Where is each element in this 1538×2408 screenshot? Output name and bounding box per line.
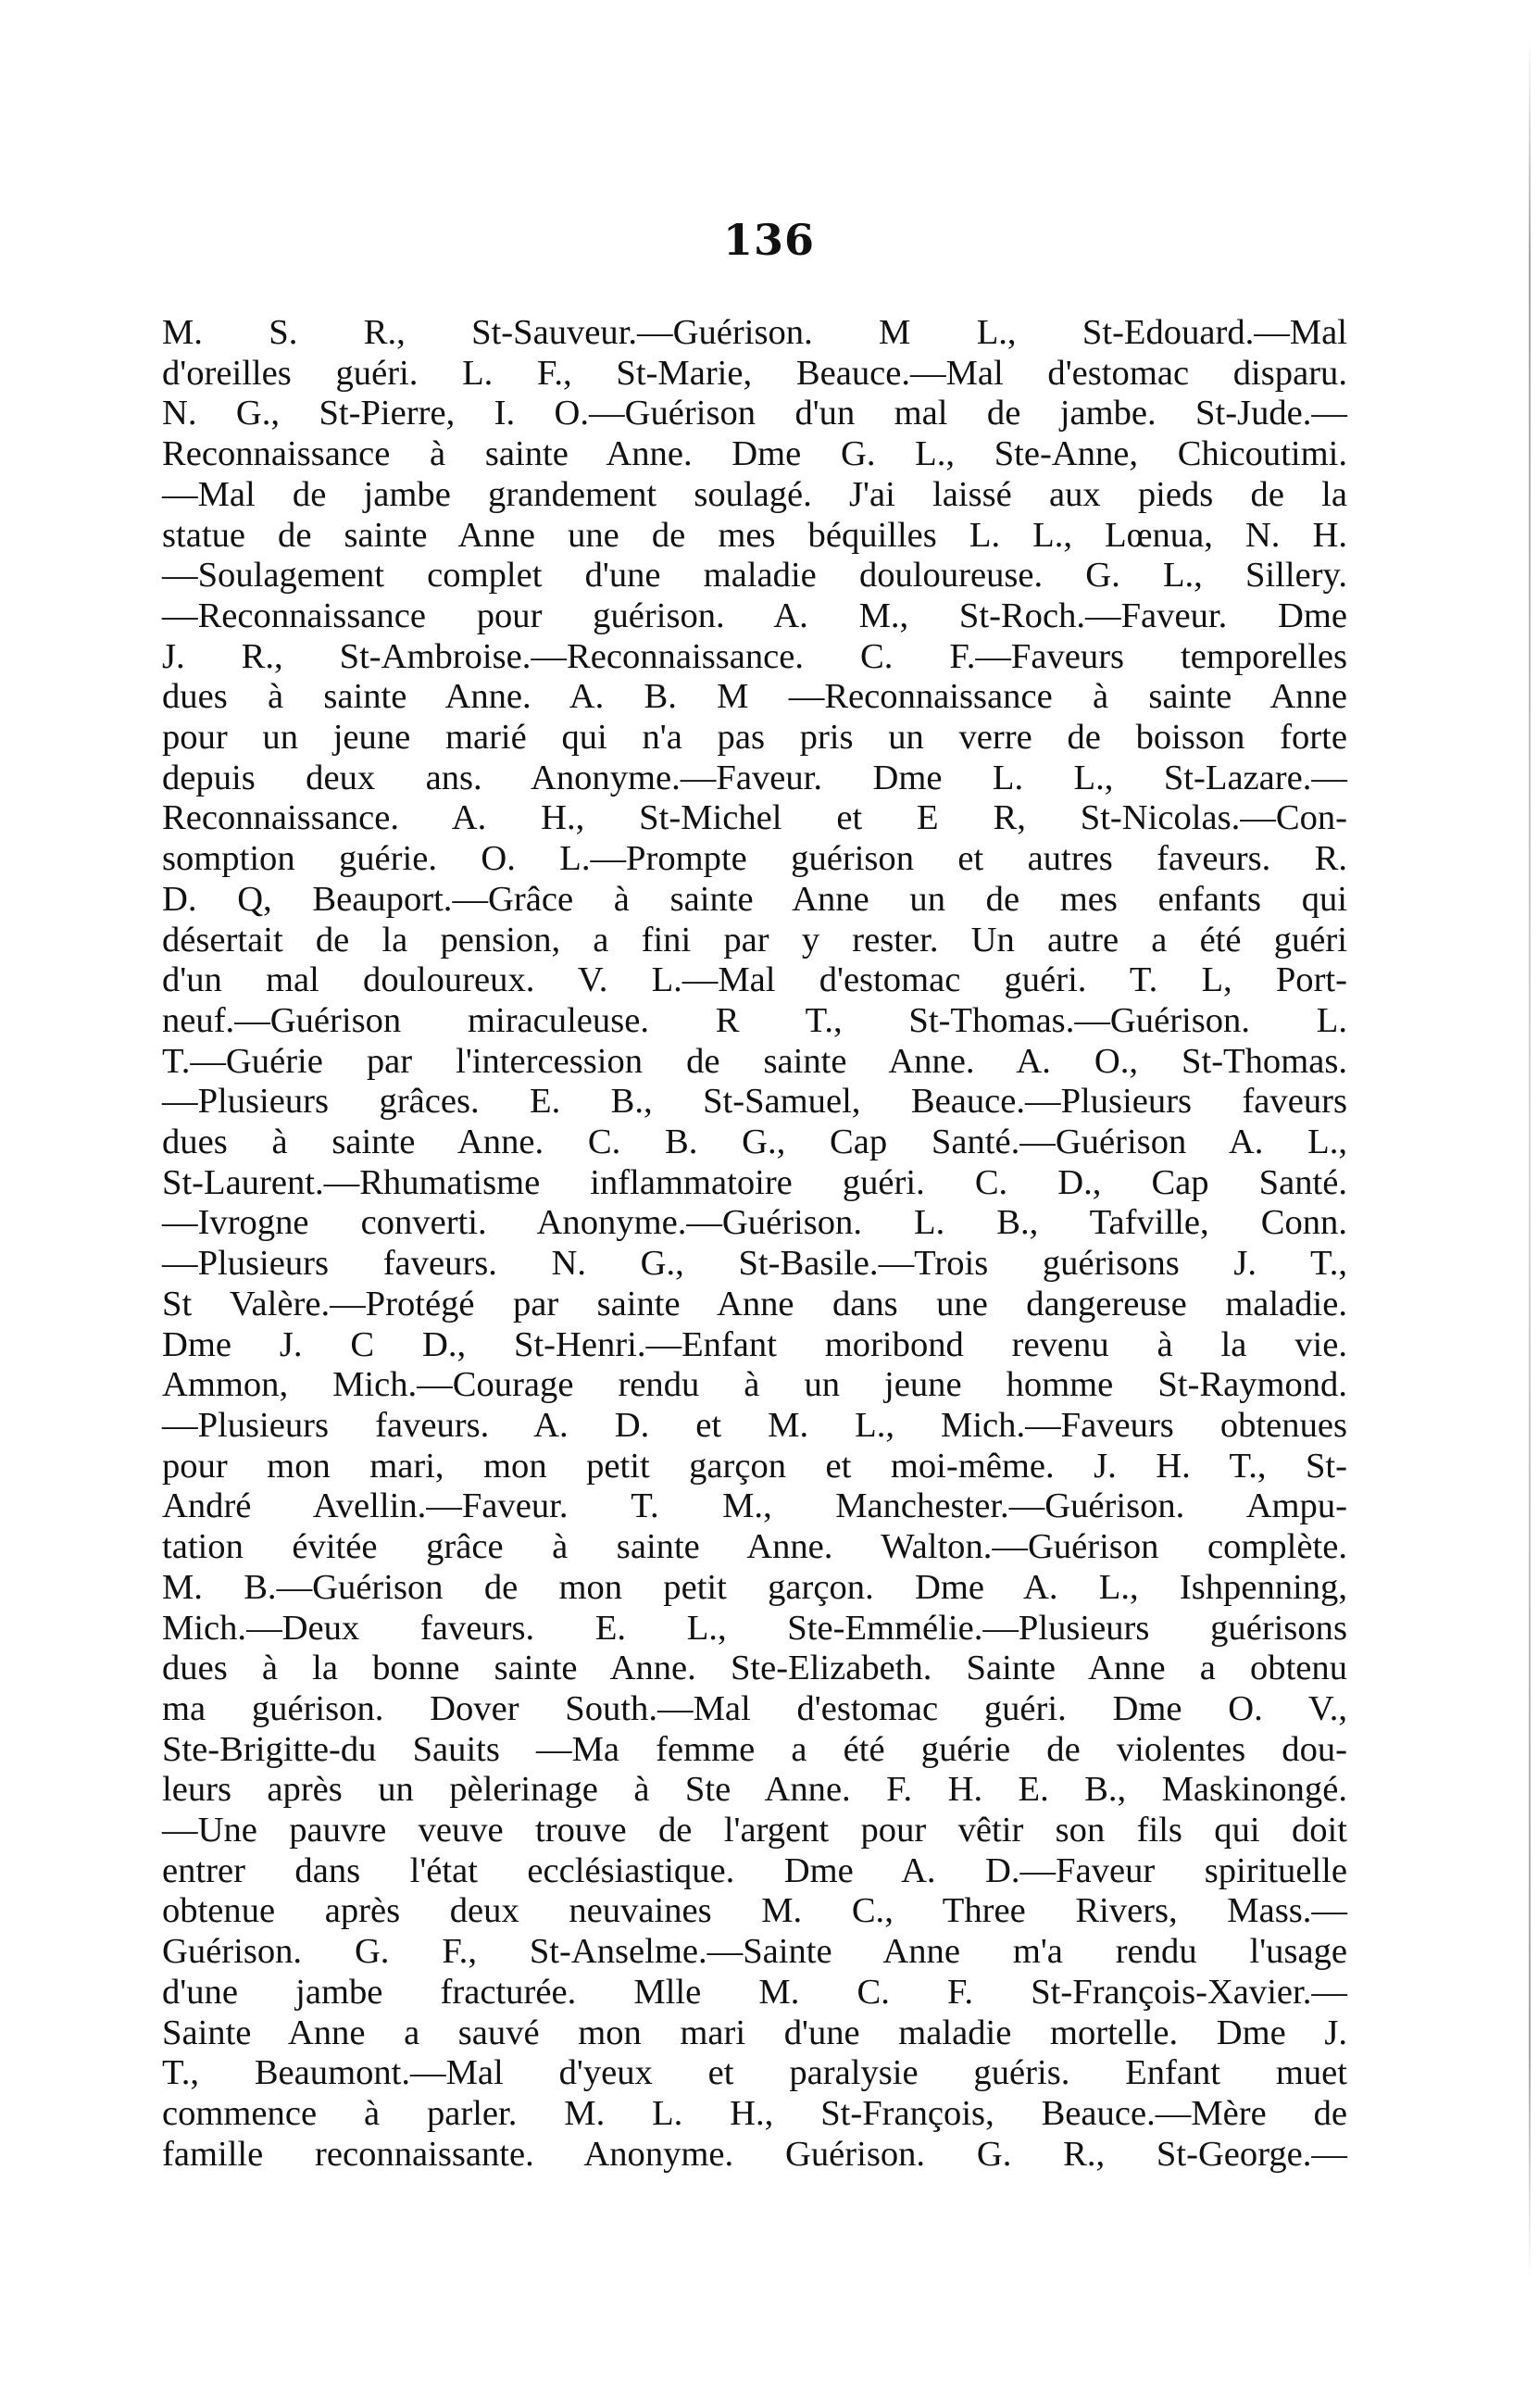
text-line: dues à la bonne sainte Anne. Ste-Elizabeth. Sainte Anne a obtenu: [162, 1649, 1347, 1688]
text-line: —Reconnaissance pour guérison. A. M., St-Roch.—Faveur. Dme: [162, 596, 1347, 635]
text-line: —Ivrogne converti. Anonyme.—Guérison. L. B., Tafville, Conn.: [162, 1203, 1347, 1243]
text-line: André Avellin.—Faveur. T. M., Manchester.—Guérison. Ampu-: [162, 1486, 1347, 1526]
text-line: J. R., St-Ambroise.—Reconnaissance. C. F.—Faveurs temporelles: [162, 636, 1347, 676]
text-line: M. B.—Guérison de mon petit garçon. Dme A. L., Ishpenning,: [162, 1567, 1347, 1607]
text-line: d'un mal douloureux. V. L.—Mal d'estomac guéri. T. L, Port-: [162, 960, 1347, 1000]
text-line: Sainte Anne a sauvé mon mari d'une maladie mortelle. Dme J.: [162, 2013, 1347, 2052]
text-line: T.—Guérie par l'intercession de sainte Anne. A. O., St-Thomas.: [162, 1041, 1347, 1081]
text-line: somption guérie. O. L.—Prompte guérison et autres faveurs. R.: [162, 839, 1347, 879]
text-line: désertait de la pension, a fini par y rester. Un autre a été guéri: [162, 920, 1347, 959]
text-line: —Plusieurs faveurs. N. G., St-Basile.—Trois guérisons J. T.,: [162, 1244, 1347, 1284]
text-line: Ste-Brigitte-du Sauits —Ma femme a été guérie de violentes dou-: [162, 1729, 1347, 1769]
page-edge-shadow: [1529, 37, 1531, 2278]
text-line: ma guérison. Dover South.—Mal d'estomac guéri. Dme O. V.,: [162, 1688, 1347, 1728]
text-line: —Mal de jambe grandement soulagé. J'ai laissé aux pieds de la: [162, 474, 1347, 514]
text-line: Ammon, Mich.—Courage rendu à un jeune homme St-Raymond.: [162, 1365, 1347, 1405]
text-line: leurs après un pèlerinage à Ste Anne. F. H. E. B., Maskinongé.: [162, 1770, 1347, 1810]
text-line: —Soulagement complet d'une maladie douloureuse. G. L., Sillery.: [162, 556, 1347, 596]
text-line: T., Beaumont.—Mal d'yeux et paralysie guéris. Enfant muet: [162, 2053, 1347, 2093]
text-line: Reconnaissance à sainte Anne. Dme G. L., Ste-Anne, Chicoutimi.: [162, 434, 1347, 474]
text-line: d'oreilles guéri. L. F., St-Marie, Beauce.—Mal d'estomac disparu.: [162, 353, 1347, 393]
text-line: D. Q, Beauport.—Grâce à sainte Anne un de mes enfants qui: [162, 879, 1347, 919]
text-line: pour mon mari, mon petit garçon et moi-même. J. H. T., St-: [162, 1446, 1347, 1486]
text-line: Guérison. G. F., St-Anselme.—Sainte Anne m'a rendu l'usage: [162, 1932, 1347, 1972]
text-line: Dme J. C D., St-Henri.—Enfant moribond revenu à la vie.: [162, 1324, 1347, 1364]
text-line: obtenue après deux neuvaines M. C., Three Rivers, Mass.—: [162, 1891, 1347, 1931]
text-line: pour un jeune marié qui n'a pas pris un verre de boisson forte: [162, 718, 1347, 758]
text-line: statue de sainte Anne une de mes béquilles L. L., Lœnua, N. H.: [162, 515, 1347, 555]
text-line: depuis deux ans. Anonyme.—Faveur. Dme L. L., St-Lazare.—: [162, 758, 1347, 797]
text-line: Reconnaissance. A. H., St-Michel et E R, St-Nicolas.—Con-: [162, 798, 1347, 838]
page-number: 136: [722, 215, 816, 265]
text-line: M. S. R., St-Sauveur.—Guérison. M L., St-Edouard.—Mal: [162, 313, 1347, 352]
text-line: entrer dans l'état ecclésiastique. Dme A. D.—Faveur spirituelle: [162, 1850, 1347, 1890]
text-line: dues à sainte Anne. C. B. G., Cap Santé.—Guérison A. L.,: [162, 1122, 1347, 1162]
text-line: Mich.—Deux faveurs. E. L., Ste-Emmélie.—Plusieurs guérisons: [162, 1608, 1347, 1648]
text-line: St-Laurent.—Rhumatisme inflammatoire guéri. C. D., Cap Santé.: [162, 1162, 1347, 1202]
text-line: commence à parler. M. L. H., St-François, Beauce.—Mère de: [162, 2093, 1347, 2133]
text-line: tation évitée grâce à sainte Anne. Walton.—Guérison complète.: [162, 1527, 1347, 1567]
text-line: famille reconnaissante. Anonyme. Guérison. G. R., St-George.—: [162, 2134, 1347, 2174]
text-line: St Valère.—Protégé par sainte Anne dans une dangereuse maladie.: [162, 1284, 1347, 1323]
text-line: —Plusieurs grâces. E. B., St-Samuel, Beauce.—Plusieurs faveurs: [162, 1082, 1347, 1122]
text-line: neuf.—Guérison miraculeuse. R T., St-Thomas.—Guérison. L.: [162, 1000, 1347, 1040]
text-line: —Une pauvre veuve trouve de l'argent pour vêtir son fils qui doit: [162, 1811, 1347, 1850]
body-text: [162, 313, 1347, 2175]
text-line: —Plusieurs faveurs. A. D. et M. L., Mich.—Faveurs obtenues: [162, 1405, 1347, 1445]
text-line: dues à sainte Anne. A. B. M —Reconnaissance à sainte Anne: [162, 677, 1347, 717]
text-line: d'une jambe fracturée. Mlle M. C. F. St-François-Xavier.—: [162, 1972, 1347, 2012]
text-line: N. G., St-Pierre, I. O.—Guérison d'un mal de jambe. St-Jude.—: [162, 394, 1347, 433]
